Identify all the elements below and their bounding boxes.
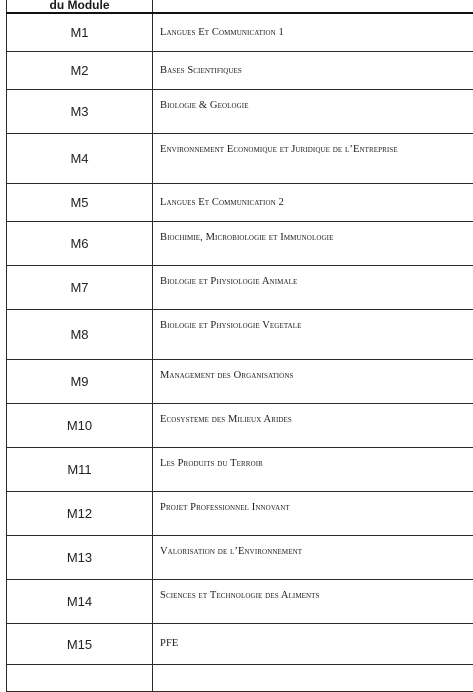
header-module-name [153,0,473,13]
module-name: Langues Et Communication 1 [153,13,473,52]
module-name: Projet Professionnel Innovant [153,492,473,536]
module-code: M4 [7,134,153,184]
module-name: Langues Et Communication 2 [153,184,473,222]
module-code: M9 [7,360,153,404]
module-name: Biochimie, Microbiologie et Immunologie [153,222,473,266]
module-code: M10 [7,404,153,448]
module-code: M14 [7,580,153,624]
module-code: M6 [7,222,153,266]
table-row [7,222,473,266]
module-code: M5 [7,184,153,222]
modules-table-container [6,0,473,692]
module-code: M1 [7,13,153,52]
module-name: Environnement Economique et Juridique de l’Entreprise [153,134,473,184]
table-row [7,310,473,360]
table-row [7,624,473,665]
module-name: Biologie et Physiologie Animale [153,266,473,310]
table-row [7,448,473,492]
module-name: Sciences et Technologie des Aliments [153,580,473,624]
table-row [7,13,473,52]
table-row [7,184,473,222]
module-code [7,665,153,692]
table-row [7,52,473,90]
table-row [7,536,473,580]
modules-table [6,0,473,692]
table-row [7,665,473,692]
module-code: M11 [7,448,153,492]
module-name: Les Produits du Terroir [153,448,473,492]
module-code: M15 [7,624,153,665]
module-name: Bases Scientifiques [153,52,473,90]
module-name: Biologie & Geologie [153,90,473,134]
table-row [7,90,473,134]
table-row [7,580,473,624]
module-code: M7 [7,266,153,310]
table-row [7,266,473,310]
module-name: Biologie et Physiologie Vegetale [153,310,473,360]
module-name: Valorisation de l’Environnement [153,536,473,580]
module-code: M3 [7,90,153,134]
module-name: Management des Organisations [153,360,473,404]
module-name: PFE [153,624,473,665]
module-code: M12 [7,492,153,536]
module-name: Ecosysteme des Milieux Arides [153,404,473,448]
table-header-row [7,0,473,13]
module-code: M13 [7,536,153,580]
module-code: M8 [7,310,153,360]
header-module-code: du Module [7,0,153,13]
table-row [7,360,473,404]
table-row [7,492,473,536]
table-row [7,134,473,184]
module-code: M2 [7,52,153,90]
table-row [7,404,473,448]
module-name [153,665,473,692]
